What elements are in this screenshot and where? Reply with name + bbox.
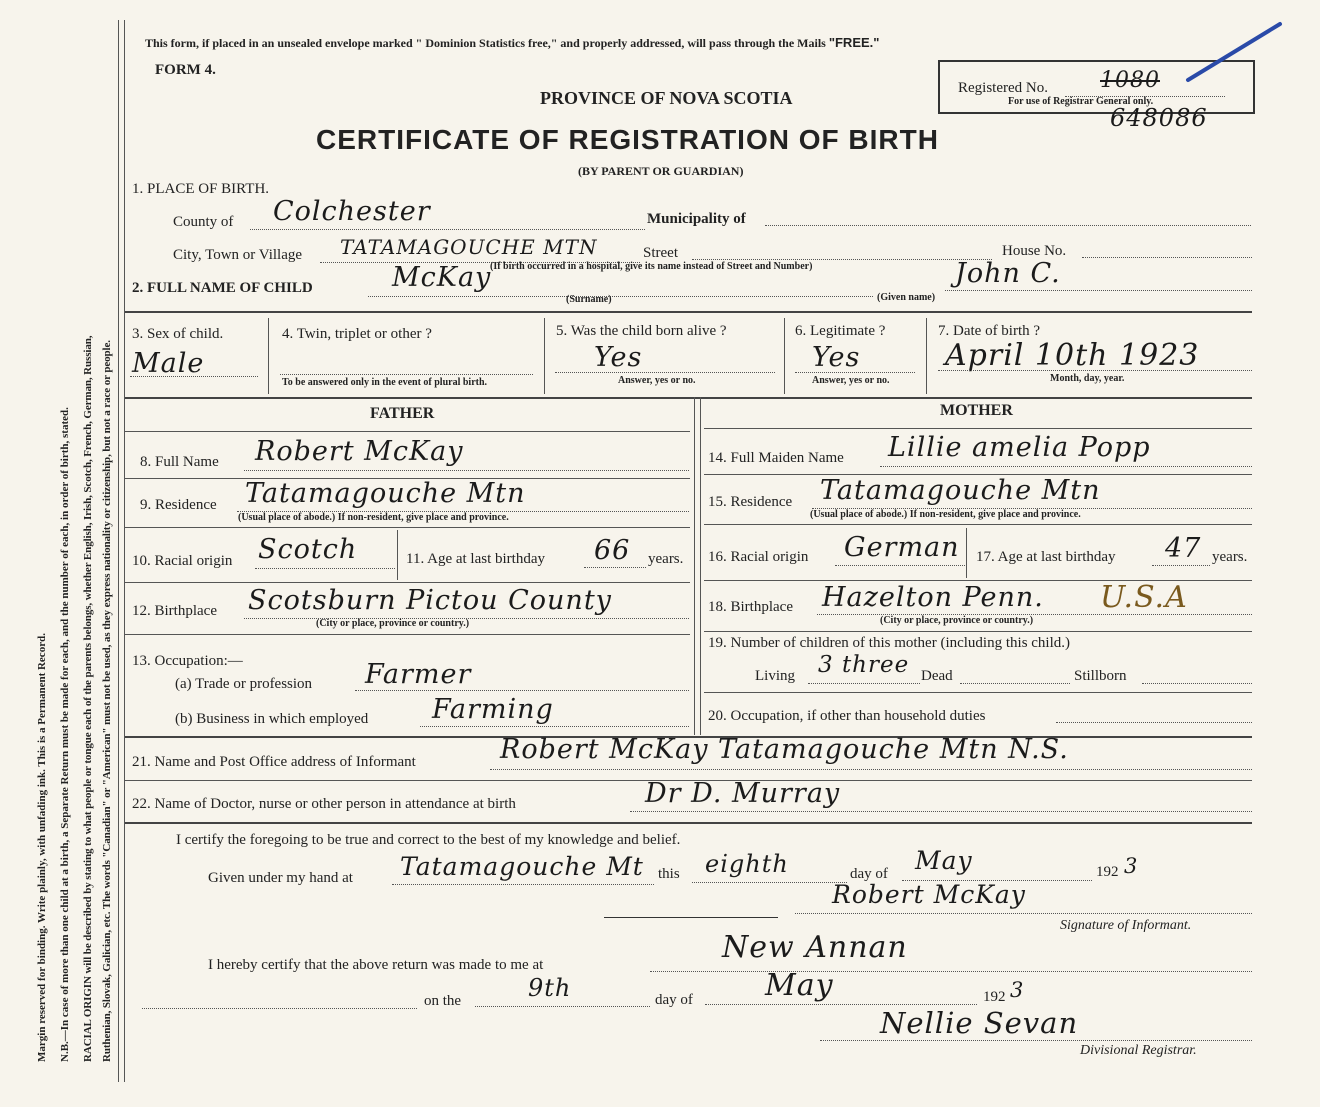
doctor-value: Dr D. Murray [645,778,841,809]
registrar-month-value: May [765,968,834,1003]
municipality-label: Municipality of [647,211,746,227]
father-heading: FATHER [370,405,435,422]
pen-mark [1180,18,1290,88]
street-label: Street [643,245,678,261]
county-value: Colchester [273,196,431,227]
father-name-label: 8. Full Name [140,454,219,470]
registrar-statement: I hereby certify that the above return was made to me at [208,957,544,973]
given-day-value: eighth [705,850,789,878]
form-number: FORM 4. [155,62,216,78]
informant-signature: Robert McKay [832,880,1026,909]
given-name-caption: (Given name) [877,292,936,303]
father-age-unit: years. [648,551,684,567]
margin-note-1: Margin reserved for binding. Write plainly, with unfading ink. This is a Permanent Record. [36,633,48,1062]
alive-label: 5. Was the child born alive ? [556,323,727,339]
father-age-value: 66 [594,535,631,566]
mother-residence-caption: (Usual place of abode.) If non-resident, give place and province. [810,509,1081,520]
mother-racial-value: German [844,532,960,563]
child-surname: McKay [392,262,492,293]
living-label: Living [755,668,795,684]
sex-label: 3. Sex of child. [132,326,224,342]
mother-age-unit: years. [1212,549,1248,565]
place-of-birth-label: 1. PLACE OF BIRTH. [132,181,270,197]
mail-free-label: "FREE." [828,35,880,50]
mother-racial-label: 16. Racial origin [708,549,809,565]
registrar-signature: Nellie Sevan [880,1006,1079,1040]
alive-caption: Answer, yes or no. [618,375,696,386]
county-label: County of [173,214,234,230]
doctor-label: 22. Name of Doctor, nurse or other person in attendance at birth [132,796,516,812]
given-place-value: Tatamagouche Mt [400,852,644,881]
registered-value: 1080 [1100,68,1160,93]
father-birthplace-caption: (City or place, province or country.) [316,618,470,629]
living-value: 3 three [818,652,910,678]
father-occupation-label: 13. Occupation:— [132,653,243,669]
certificate-subtitle: (BY PARENT OR GUARDIAN) [578,164,744,178]
stillborn-label: Stillborn [1074,668,1127,684]
dob-caption: Month, day, year. [1050,373,1125,384]
dob-label: 7. Date of birth ? [938,323,1041,339]
mother-residence-value: Tatamagouche Mtn [820,475,1101,506]
father-residence-caption: (Usual place of abode.) If non-resident, give place and province. [238,512,509,523]
certificate-title: CERTIFICATE OF REGISTRATION OF BIRTH [316,124,939,155]
informant-signature-caption: Signature of Informant. [1060,918,1192,933]
margin-note-2: N.B.—In case of more than one child at a birth, a Separate Return must be made for each, and the number of each, in order of birth, stated. [59,407,71,1062]
mother-residence-label: 15. Residence [708,494,793,510]
given-year-suffix: 3 [1124,854,1139,878]
mother-name-value: Lillie amelia Popp [888,432,1151,463]
sex-value: Male [132,348,205,379]
city-value: TATAMAGOUCHE MTN [340,235,598,259]
legitimate-caption: Answer, yes or no. [812,375,890,386]
province-heading: PROVINCE OF NOVA SCOTIA [540,88,793,108]
given-day-of-label: day of [850,866,888,882]
father-birthplace-label: 12. Birthplace [132,603,217,619]
father-racial-value: Scotch [258,534,358,565]
column-divider [694,397,695,735]
alive-value: Yes [594,342,643,373]
informant-value: Robert McKay Tatamagouche Mtn N.S. [500,734,1069,765]
mother-occupation-label: 20. Occupation, if other than household duties [708,708,986,724]
handwritten-reg-number: 648086 [1110,104,1208,132]
margin-note-4: Ruthenian, Slovak, Galician, etc. The words "Canadian" or "American" must not be used, as they express nationality or citizenship, but not a race or people. [101,340,113,1062]
child-given-name: John C. [955,258,1061,289]
twin-label: 4. Twin, triplet or other ? [282,326,432,342]
registrar-day-value: 9th [528,974,572,1002]
trade-label: (a) Trade or profession [175,676,313,692]
house-number-label: House No. [1002,243,1067,259]
registrar-on-label: on the [424,993,462,1009]
legitimate-value: Yes [812,342,861,373]
registered-label: Registered No. [958,80,1048,96]
father-birthplace-value: Scotsburn Pictou County [248,585,612,616]
this-label: this [658,866,680,882]
certify-statement: I certify the foregoing to be true and correct to the best of my knowledge and belief. [176,832,681,848]
child-name-label: 2. FULL NAME OF CHILD [132,280,313,296]
business-label: (b) Business in which employed [175,711,369,727]
margin-rule-2 [124,20,125,1082]
dob-value: April 10th 1923 [945,338,1200,373]
mother-birthplace-value: Hazelton Penn. [822,582,1044,613]
father-residence-label: 9. Residence [140,497,217,513]
twin-note: To be answered only in the event of plural birth. [282,377,488,388]
mother-heading: MOTHER [940,402,1013,419]
mother-name-label: 14. Full Maiden Name [708,450,844,466]
mail-notice: This form, if placed in an unsealed envelope marked " Dominion Statistics free," and properly addressed, will pass through the Mails "FREE." [145,35,880,50]
mother-birthplace-caption: (City or place, province or country.) [880,615,1034,626]
registrar-day-of-label: day of [655,992,693,1008]
margin-rule [118,20,119,1082]
mother-age-value: 47 [1165,533,1202,564]
father-residence-value: Tatamagouche Mtn [245,478,526,509]
legitimate-label: 6. Legitimate ? [795,323,886,339]
children-count-label: 19. Number of children of this mother (including this child.) [708,635,1071,651]
given-year-prefix: 192 [1096,864,1119,880]
mother-birthplace-country: U.S.A [1100,580,1188,615]
city-label: City, Town or Village [173,247,303,263]
surname-caption: (Surname) [566,294,612,305]
father-name-value: Robert McKay [255,436,464,467]
registrar-general-note: For use of Registrar General only. [1008,96,1154,107]
mother-age-label: 17. Age at last birthday [976,549,1116,565]
trade-value: Farmer [365,659,472,690]
father-racial-label: 10. Racial origin [132,553,233,569]
informant-label: 21. Name and Post Office address of Informant [132,754,416,770]
margin-note-3: RACIAL ORIGIN will be described by stating to what people or tongue each of the parents belongs, whether English, Irish, Scotch, French, German, Russian, [82,335,94,1062]
given-month-value: May [915,846,973,875]
mother-birthplace-label: 18. Birthplace [708,599,793,615]
registrar-caption: Divisional Registrar. [1080,1043,1197,1058]
registrar-year-suffix: 3 [1010,978,1025,1002]
business-value: Farming [432,694,554,725]
dead-label: Dead [921,668,953,684]
registrar-place-value: New Annan [722,930,908,965]
father-age-label: 11. Age at last birthday [406,551,545,567]
registrar-year-prefix: 192 [983,989,1006,1005]
given-under-hand-label: Given under my hand at [208,870,353,886]
street-note: (If birth occurred in a hospital, give its name instead of Street and Number) [490,261,813,272]
